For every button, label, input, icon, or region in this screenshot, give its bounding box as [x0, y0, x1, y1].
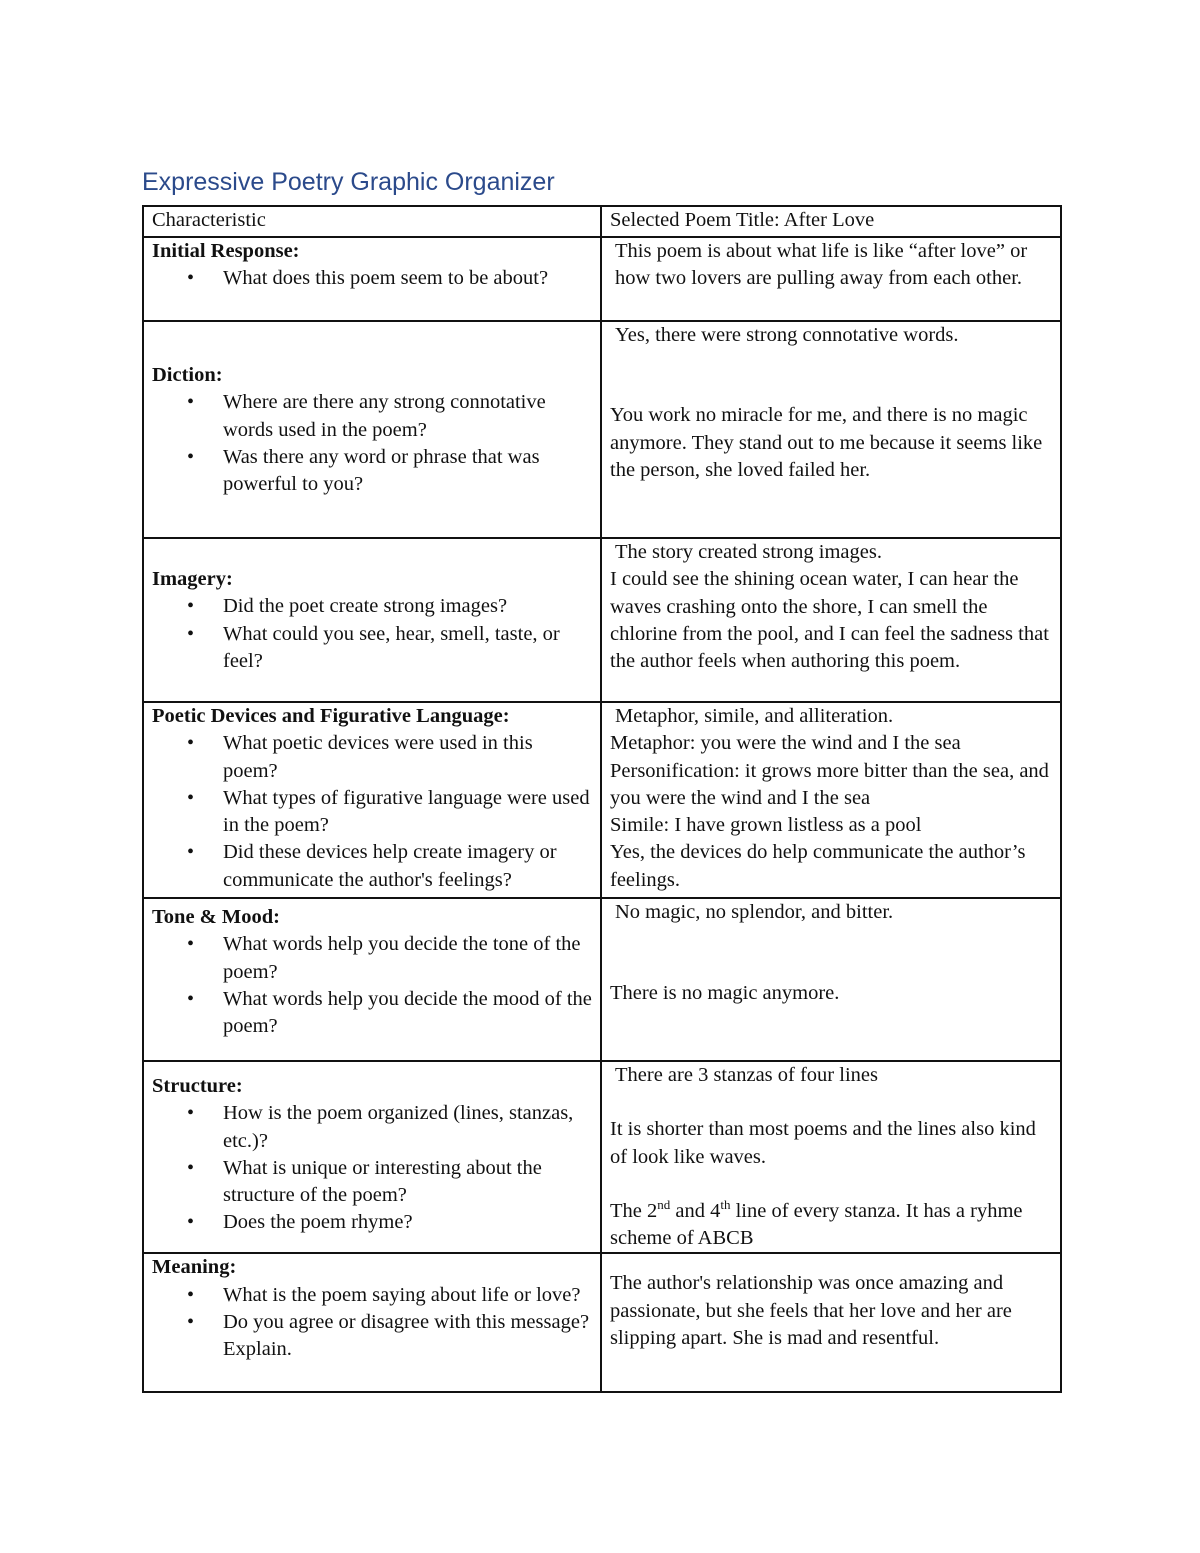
- question-item: • Did these devices help create imagery or communicate the author's feelings?: [223, 839, 592, 894]
- question-item: • What words help you decide the tone of the poem?: [223, 931, 592, 986]
- question-item: • What types of figurative language were used in the poem?: [223, 785, 592, 840]
- answer-text: There is no magic anymore.: [610, 982, 840, 1005]
- answer-cell: [601, 538, 1061, 702]
- answer-text: It is shorter than most poems and the lines also kind of look like waves.: [610, 1118, 1036, 1168]
- table-header-row: [143, 206, 1061, 237]
- answer-text: Metaphor, simile, and alliteration.: [615, 705, 894, 727]
- answer-text: Yes, there were strong connotative words.: [615, 324, 959, 346]
- answer-cell: [601, 237, 1061, 321]
- answer-text: You work no miracle for me, and there is no magic anymore. They stand out to me because it seems like the person, she loved failed her.: [610, 404, 1043, 481]
- table-row: [143, 1061, 1061, 1253]
- answer-cell: [601, 898, 1061, 1061]
- question-item: • What poetic devices were used in this poem?: [223, 730, 592, 785]
- characteristic-cell: [143, 1061, 601, 1253]
- answer-text: This poem is about what life is like “after love” or how two lovers are pulling away from each other.: [615, 240, 1028, 290]
- page-title: Expressive Poetry Graphic Organizer: [142, 168, 555, 196]
- table-row: [143, 702, 1061, 898]
- header-poem-title: Selected Poem Title: After Love: [601, 206, 1061, 237]
- question-list: [152, 593, 592, 675]
- answer-text: No magic, no splendor, and bitter.: [615, 901, 894, 923]
- category-label: Imagery:: [152, 568, 233, 590]
- question-item: • Does the poem rhyme?: [223, 1209, 592, 1236]
- answer-text: Metaphor: you were the wind and I the sea: [610, 732, 961, 755]
- characteristic-cell: [143, 237, 601, 321]
- characteristic-cell: [143, 538, 601, 702]
- question-list: [152, 931, 592, 1040]
- question-item: • Did the poet create strong images?: [223, 593, 592, 620]
- question-item: • What words help you decide the mood of the poem?: [223, 986, 592, 1041]
- characteristic-cell: [143, 898, 601, 1061]
- characteristic-cell: [143, 702, 601, 898]
- table-row: [143, 1253, 1061, 1392]
- question-item: • What does this poem seem to be about?: [223, 265, 592, 292]
- answer-cell: [601, 321, 1061, 538]
- question-list: [152, 1282, 592, 1364]
- question-item: • What is the poem saying about life or love?: [223, 1282, 592, 1309]
- answer-text: I could see the shining ocean water, I can hear the waves crashing onto the shore, I can smell the chlorine from the pool, and I can feel the sadness that the author feels when authoring this poem.: [610, 568, 1049, 673]
- table-row: [143, 898, 1061, 1061]
- characteristic-cell: [143, 1253, 601, 1392]
- category-label: Poetic Devices and Figurative Language:: [152, 705, 510, 727]
- answer-text: The story created strong images.: [615, 541, 882, 563]
- answer-cell: [601, 1061, 1061, 1253]
- category-label: Meaning:: [152, 1256, 237, 1279]
- question-list: [152, 265, 592, 292]
- answer-text: There are 3 stanzas of four lines: [615, 1064, 878, 1086]
- answer-cell: [601, 702, 1061, 898]
- question-list: [152, 730, 592, 894]
- question-item: • Do you agree or disagree with this message? Explain.: [223, 1309, 592, 1364]
- category-label: Tone & Mood:: [152, 906, 280, 928]
- question-item: • What could you see, hear, smell, taste, or feel?: [223, 621, 592, 676]
- category-label: Initial Response:: [152, 240, 300, 262]
- question-item: • Was there any word or phrase that was powerful to you?: [223, 444, 592, 499]
- question-item: • Where are there any strong connotative words used in the poem?: [223, 389, 592, 444]
- question-list: [152, 1100, 592, 1236]
- table-row: [143, 237, 1061, 321]
- answer-text: Personification: it grows more bitter than the sea, and you were the wind and I the sea: [610, 759, 1049, 809]
- graphic-organizer-table: [142, 205, 1062, 1393]
- category-label: Structure:: [152, 1075, 243, 1097]
- question-item: • What is unique or interesting about the structure of the poem?: [223, 1155, 592, 1210]
- answer-cell: [601, 1253, 1061, 1392]
- header-characteristic: Characteristic: [143, 206, 601, 237]
- table-row: [143, 538, 1061, 702]
- answer-text: The author's relationship was once amazing and passionate, but she feels that her love and her are slipping apart. She is mad and resentful.: [610, 1272, 1012, 1350]
- question-list: [152, 389, 592, 498]
- rhyme-answer: The 2nd and 4th line of every stanza. It has a ryhme scheme of ABCB: [610, 1197, 1023, 1250]
- answer-text: Yes, the devices do help communicate the author’s feelings.: [610, 841, 1026, 891]
- answer-text: Simile: I have grown listless as a pool: [610, 814, 922, 837]
- question-item: • How is the poem organized (lines, stanzas, etc.)?: [223, 1100, 592, 1155]
- table-row: [143, 321, 1061, 538]
- category-label: Diction:: [152, 364, 223, 386]
- characteristic-cell: [143, 321, 601, 538]
